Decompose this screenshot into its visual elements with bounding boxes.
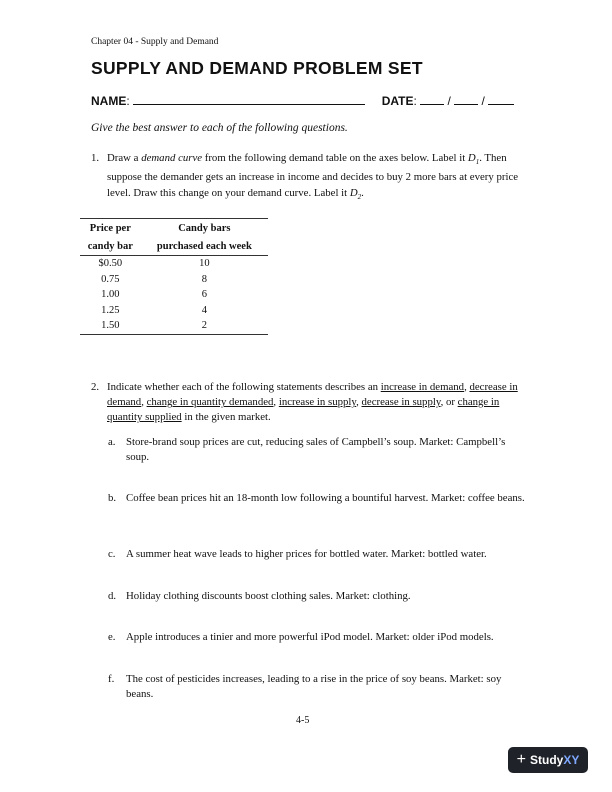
date-blank-year [488, 93, 514, 105]
price-cell: 1.50 [80, 318, 141, 334]
item-letter: b. [108, 492, 117, 504]
question-2-text: Indicate whether each of the following statements describes an increase in demand, decrease in demand, change in quantity demanded, increase in supply, decrease in supply, or change in quantity supplied in the given market. [107, 381, 518, 424]
item-text: Store-brand soup prices are cut, reducing sales of Campbell’s soup. Market: Campbell’s soup. [126, 436, 506, 463]
chapter-header: Chapter 04 - Supply and Demand [91, 37, 219, 47]
table-row [80, 318, 268, 334]
price-cell: 0.75 [101, 273, 120, 285]
badge-xy: XY [563, 753, 580, 767]
q2-option-change-qty-demanded: change in quantity demanded [146, 396, 274, 409]
date-label: DATE [381, 94, 414, 108]
q1-demand-curve-term: demand curve [141, 152, 203, 164]
q1-text-a: Draw a [107, 152, 142, 164]
plus-icon: + [516, 751, 526, 768]
page-number: 4-5 [296, 715, 310, 726]
demand-table [80, 218, 268, 335]
q2-option-decrease-supply: decrease in supply [361, 396, 441, 409]
table-row [80, 256, 268, 272]
name-blank [133, 93, 365, 105]
q2-option-increase-supply: increase in supply [278, 396, 357, 409]
item-letter: e. [108, 631, 116, 643]
q2-option-decrease-demand: decrease in demand [107, 381, 518, 409]
date-blank-month [420, 93, 444, 105]
price-cell: 1.25 [101, 304, 120, 316]
name-date-row: NAME: DATE: / / [91, 93, 514, 108]
q2-option-increase-demand: increase in demand [380, 381, 465, 393]
item-text: Apple introduces a tinier and more powerful iPod model. Market: older iPod models. [126, 631, 494, 643]
qty-cell: 2 [141, 318, 268, 334]
item-text: A summer heat wave leads to higher prices for bottled water. Market: bottled water. [126, 548, 487, 560]
q1-label-d2: $D_2$ [349, 186, 362, 201]
q1-text-b: from the following demand table on the axes below. Label it [202, 152, 468, 164]
question-1-number: 1. [91, 152, 100, 164]
question-2-number: 2. [91, 381, 100, 393]
qty-cell: 6 [201, 289, 207, 300]
page-title: SUPPLY AND DEMAND PROBLEM SET [91, 58, 423, 78]
item-text: The cost of pesticides increases, leading to a rise in the price of soy beans. Market: soy beans. [126, 673, 502, 700]
item-text: Coffee bean prices hit an 18-month low following a bountiful harvest. Market: coffee beans. [126, 492, 525, 504]
q2-lead: Indicate whether each of the following statements describes an [107, 381, 381, 393]
date-sep-2: / [481, 94, 485, 108]
question-1-text [107, 151, 527, 205]
name-label: NAME [91, 94, 127, 108]
studyxy-badge[interactable] [508, 747, 588, 773]
item-letter: c. [108, 548, 116, 560]
item-letter: d. [108, 590, 117, 602]
qty-cell: 8 [201, 273, 207, 285]
item-letter: f. [108, 673, 115, 685]
qty-cell: 4 [201, 304, 207, 316]
instructions: Give the best answer to each of the following questions. [91, 122, 348, 134]
price-cell: 1.00 [101, 289, 120, 300]
badge-study: Study [529, 753, 564, 767]
q1-text-c: . Then suppose the demander gets an increase in income and decides to buy 2 more bars at every price level. Draw this change on your demand curve. Label it [107, 152, 519, 199]
col-header-price-1: Price per [80, 219, 141, 238]
table-row [80, 303, 268, 319]
q2-option-change-qty-supplied: change in quantity supplied [107, 396, 500, 424]
date-blank-day [454, 93, 478, 105]
table-row [80, 287, 268, 303]
q2-tail: in the given market. [181, 411, 271, 424]
item-text: Holiday clothing discounts boost clothing sales. Market: clothing. [126, 590, 411, 602]
col-header-qty-2: purchased each week [141, 237, 268, 256]
price-cell: $0.50 [98, 258, 123, 269]
col-header-qty-1: Candy bars [141, 219, 268, 238]
q1-label-d1: $D_1$ [467, 152, 480, 167]
table-row [80, 272, 268, 288]
col-header-price-2: candy bar [80, 237, 141, 256]
item-letter: a. [108, 436, 116, 448]
date-sep-1: / [447, 94, 451, 108]
qty-cell: 10 [199, 258, 210, 269]
q1-text-d: . [361, 186, 364, 199]
